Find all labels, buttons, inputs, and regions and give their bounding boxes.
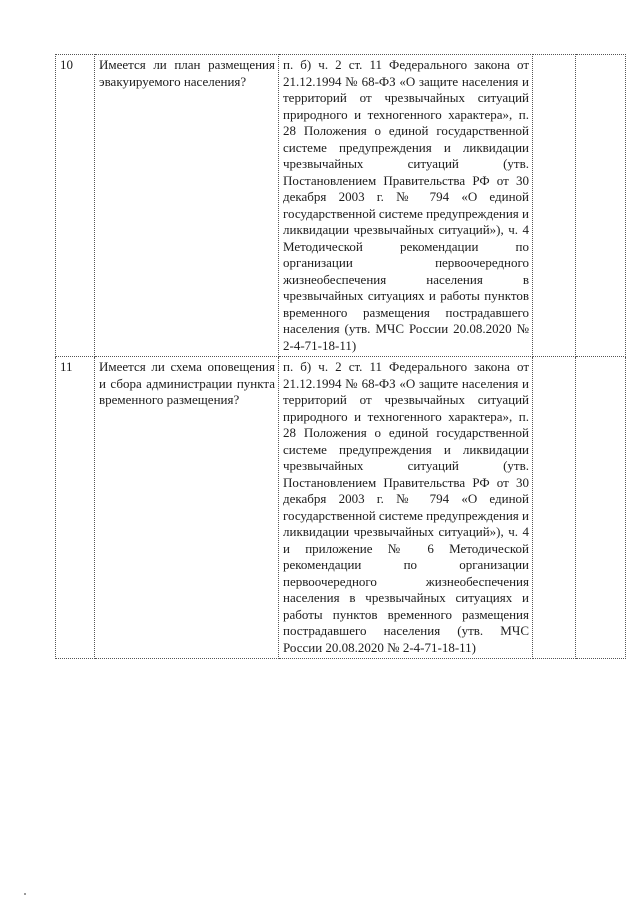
- answer-cell-b: [576, 55, 626, 357]
- question-cell: Имеется ли схема оповещения и сбора администрации пункта временного размещения?: [95, 357, 279, 659]
- legal-basis-cell: п. б) ч. 2 ст. 11 Федерального закона от 21.12.1994 № 68-ФЗ «О защите населения и территорий от чрезвычайных ситуаций природного и техногенного характера», п. 28 Положения о единой государственной системе предупреждения и ликвидации чрезвычайных ситуаций (утв. Постановлением Правительства РФ от 30 декабря 2003 г. № 794 «О единой государственной системе предупреждения и ликвидации чрезвычайных ситуаций»), ч. 4 Методической рекомендации по организации первоочередного жизнеобеспечения населения в чрезвычайных ситуациях и работы пунктов временного размещения пострадавшего населения (утв. МЧС России 20.08.2020 № 2-4-71-18-11): [279, 55, 533, 357]
- answer-cell-b: [576, 357, 626, 659]
- answer-cell-a: [533, 55, 576, 357]
- row-number-cell: 10: [56, 55, 95, 357]
- table-row: [56, 55, 626, 357]
- question-cell: Имеется ли план размещения эвакуируемого населения?: [95, 55, 279, 357]
- row-number-cell: 11: [56, 357, 95, 659]
- legal-basis-cell: п. б) ч. 2 ст. 11 Федерального закона от 21.12.1994 № 68-ФЗ «О защите населения и территорий от чрезвычайных ситуаций природного и техногенного характера», п. 28 Положения о единой государственной системе предупреждения и ликвидации чрезвычайных ситуаций (утв. Постановлением Правительства РФ от 30 декабря 2003 г. № 794 «О единой государственной системе предупреждения и ликвидации чрезвычайных ситуаций»), ч. 4 и приложение № 6 Методической рекомендации по организации первоочередного жизнеобеспечения населения в чрезвычайных ситуациях и работы пунктов временного размещения пострадавшего населения (утв. МЧС России 20.08.2020 № 2-4-71-18-11): [279, 357, 533, 659]
- checklist-table: [55, 54, 626, 659]
- table-row: [56, 357, 626, 659]
- answer-cell-a: [533, 357, 576, 659]
- scan-speck: [24, 893, 26, 895]
